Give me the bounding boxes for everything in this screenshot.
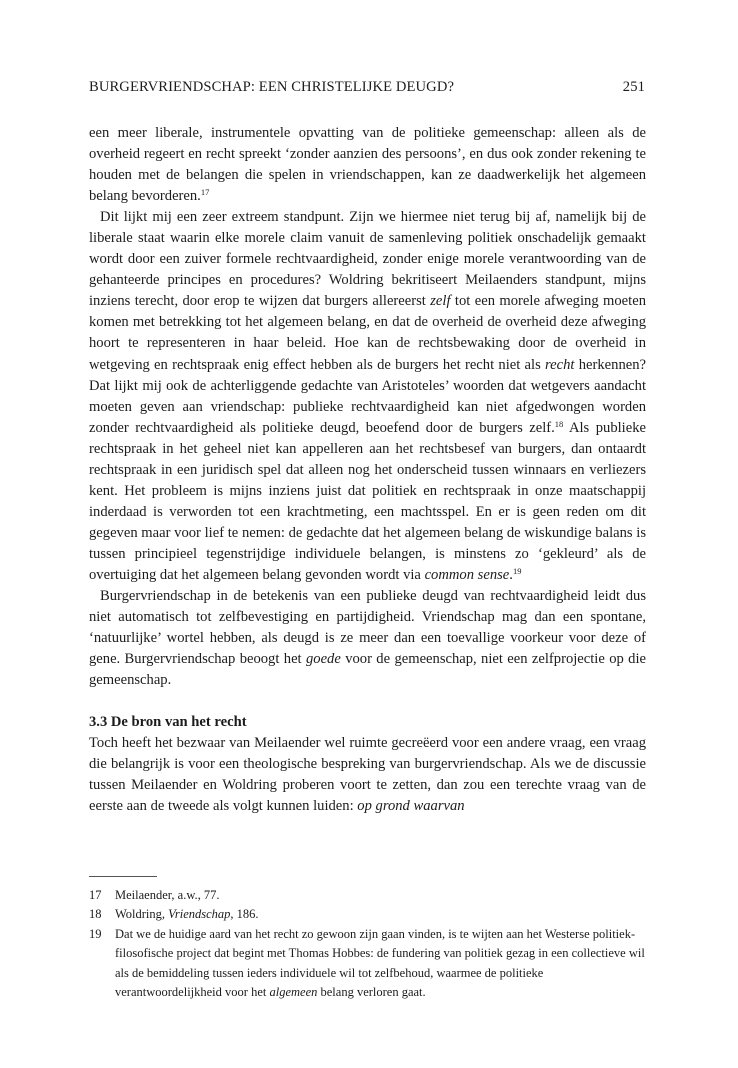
footnote-ref-18[interactable]: 18 <box>554 418 564 429</box>
footnote-ref-19[interactable]: 19 <box>512 565 522 576</box>
paragraph-3: Burgervriendschap in de betekenis van een publieke deugd van rechtvaardigheid leidt dus niet automatisch tot zelfbevestiging en partijdigheid. Vriendschap mag dan een spontane, ‘natuurlijke’ wortel hebben, als deugd is ze meer dan een toevallige voorkeur voor deze of gene. Burgervriendschap beoogt het goede voor de gemeenschap, niet een zelfprojectie op die gemeenschap. <box>89 588 646 689</box>
page-number: 251 <box>622 79 645 95</box>
footnote-17 <box>89 886 649 905</box>
main-text <box>89 123 646 818</box>
footnote-19 <box>89 925 649 1003</box>
footnote-text: Dat we de huidige aard van het recht zo gewoon zijn gaan vinden, is te wijten aan het Westerse politiek-filosofische project dat begint met Thomas Hobbes: de fundering van politiek gezag in een collectieve wil als de bemiddeling tussen ieders individuele wil tot zelfbehoud, waarmee de politieke verantwoordelijkheid voor het algemeen belang verloren gaat. <box>115 926 645 1000</box>
footnote-text: Woldring, Vriendschap, 186. <box>115 907 259 922</box>
footnote-number: 18 <box>89 907 102 922</box>
paragraph-2: Dit lijkt mij een zeer extreem standpunt. Zijn we hiermee niet terug bij af, namelijk bij de liberale staat waarin elke morele claim vanuit de samenleving politiek onschadelijk gemaakt wordt door een zuiver formele rechtvaardigheid, zonder enige morele verantwoording van de gehanteerde principes en procedures? Woldring bekritiseert Meilaenders standpunt, mijns inziens terecht, door erop te wijzen dat burgers allereerst zelf tot een morele afweging moeten komen met betrekking tot het algemeen belang, en dat de overheid de overheid deze afweging hoort te representeren in haar beleid. Hoe kan de rechtsbewaking door de overheid in wetgeving en rechtspraak enig effect hebben als de burgers het recht niet als recht herkennen? Dat lijkt mij ook de achterliggende gedachte van Aristoteles’ woorden dat wetgevers aandacht moeten geven aan vriendschap: publieke rechtvaardigheid kan niet afgedwongen worden zonder rechtvaardigheid als politieke deugd, beoefend door de burgers zelf.$^{18}$ Als publieke rechtspraak in het geheel niet kan appelleren aan het rechtsbesef van burgers, dan ontaardt rechtspraak in een juridisch spel dat alleen nog het onderscheid tussen winnaars en verliezers kent. Het probleem is mijns inziens juist dat politiek en rechtspraak in onze maatschappij inderdaad is verworden tot een krachtmeting, een machtsspel. En er is geen reden om dit gegeven maar voor lief te nemen: de gedachte dat het algemeen belang de wiskundige balans is tussen principieel tegenstrijdige individuele belangen, is minstens zo ‘gekleurd’ als de overtuiging dat het algemeen belang gevonden wordt via common sense.$^{19}$ <box>89 209 647 583</box>
paragraph-1: een meer liberale, instrumentele opvatting van de politieke gemeenschap: alleen als de overheid regeert en recht spreekt ‘zonder aanzien des persoons’, en dus ook zonder rekening te houden met de belangen die spelen in vriendschappen, kan ze daadwerkelijk het algemeen belang bevorderen.$^{17}$ <box>89 125 646 205</box>
paragraph-4: Toch heeft het bezwaar van Meilaender wel ruimte gecreëerd voor een andere vraag, een vraag die belangrijk is voor een theologische bespreking van burgervriendschap. Als we de discussie tussen Meilaender en Woldring proberen voort te zetten, dan zou een terechte vraag van de eerste aan de tweede als volgt kunnen luiden: op grond waarvan <box>89 735 646 815</box>
footnotes <box>89 886 649 1002</box>
footnote-text: Meilaender, a.w., 77. <box>115 888 220 902</box>
footnote-number: 19 <box>89 926 102 941</box>
running-title: BURGERVRIENDSCHAP: EEN CHRISTELIJKE DEUGD? <box>89 79 455 95</box>
section-heading: 3.3 De bron van het recht <box>89 714 247 731</box>
footnote-ref-17[interactable]: 17 <box>200 187 210 198</box>
footnote-18 <box>89 905 649 924</box>
footnote-number: 17 <box>89 888 102 902</box>
running-header <box>89 79 645 96</box>
footnote-divider <box>89 876 157 877</box>
